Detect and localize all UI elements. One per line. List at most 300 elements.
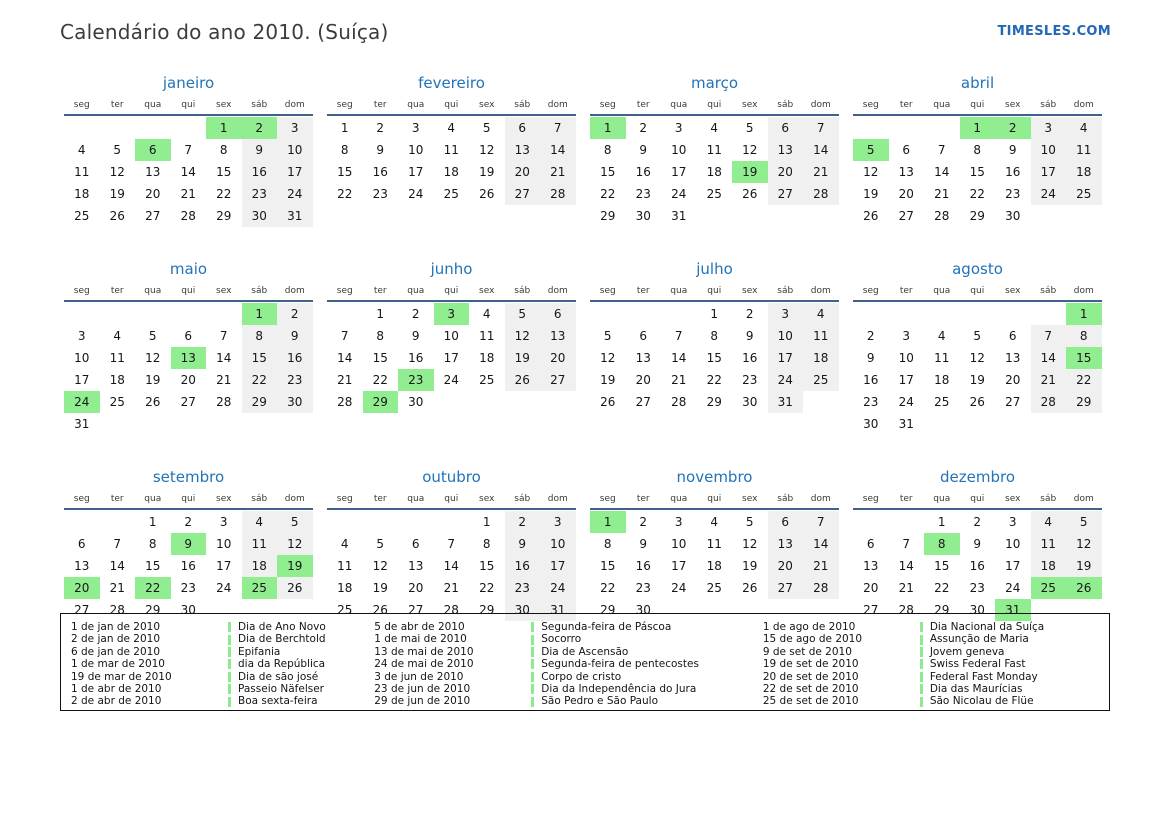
day-cell: 14 xyxy=(180,165,196,179)
day-cell: 7 xyxy=(340,329,349,343)
day-cell: 6 xyxy=(505,117,541,139)
day-cell: 10 xyxy=(540,533,576,555)
day-cell: 23 xyxy=(1005,187,1021,201)
day-cell: 10 xyxy=(1031,139,1067,161)
weekday-label: qui xyxy=(970,100,985,110)
day-cell: 3 xyxy=(1031,117,1067,139)
day-cell: 1 xyxy=(1066,303,1102,325)
day-cell: 23 xyxy=(505,577,541,599)
legend-holiday-name: São Pedro e São Paulo xyxy=(541,695,658,708)
weekday-label: qui xyxy=(181,100,196,110)
day-cell: 25 xyxy=(337,603,353,617)
weekday-label: ter xyxy=(373,286,387,296)
day-cell: 24 xyxy=(1005,581,1021,595)
day-cell: 3 xyxy=(540,511,576,533)
day-cell: 28 xyxy=(803,183,839,205)
day-cell: 25 xyxy=(242,577,278,599)
day-cell: 21 xyxy=(540,161,576,183)
day-cell: 3 xyxy=(434,303,470,325)
day-cell: 26 xyxy=(742,581,758,595)
legend-holiday-name: Dia de são josé xyxy=(238,670,319,683)
month-abril xyxy=(853,74,1102,227)
day-cell: 18 xyxy=(337,581,353,595)
day-cell: 6 xyxy=(411,537,420,551)
day-cell: 22 xyxy=(216,187,232,201)
day-cell: 12 xyxy=(969,351,985,365)
day-cell: 26 xyxy=(1066,577,1102,599)
day-cell: 13 xyxy=(171,347,207,369)
day-cell: 22 xyxy=(135,577,171,599)
month-header-rule xyxy=(853,114,1102,116)
day-cell: 29 xyxy=(242,391,278,413)
day-cell: 23 xyxy=(277,369,313,391)
day-cell: 11 xyxy=(706,537,722,551)
day-cell: 11 xyxy=(242,533,278,555)
day-cell: 12 xyxy=(600,351,616,365)
day-cell: 21 xyxy=(443,581,459,595)
day-cell: 29 xyxy=(600,603,616,617)
site-logo-link[interactable]: TIMESLES.COM xyxy=(997,24,1111,39)
day-cell: 12 xyxy=(372,559,388,573)
day-cell: 18 xyxy=(1066,161,1102,183)
holiday-marker-icon xyxy=(531,622,534,632)
month-header-rule xyxy=(590,114,839,116)
weekday-label: sex xyxy=(479,100,495,110)
empty-cell xyxy=(206,413,242,435)
day-cell: 19 xyxy=(600,373,616,387)
weekday-label: ter xyxy=(110,100,124,110)
day-cell: 22 xyxy=(600,187,616,201)
empty-cell xyxy=(171,117,207,139)
day-cell: 17 xyxy=(540,555,576,577)
day-cell: 10 xyxy=(671,143,687,157)
day-cell: 24 xyxy=(277,183,313,205)
legend-holiday-name: Swiss Federal Fast xyxy=(929,658,1026,671)
day-cell: 7 xyxy=(219,329,228,343)
day-cell: 2 xyxy=(995,117,1031,139)
day-cell: 23 xyxy=(242,183,278,205)
month-header-rule xyxy=(64,300,313,302)
day-cell: 20 xyxy=(635,373,651,387)
day-cell: 13 xyxy=(898,165,914,179)
day-cell: 30 xyxy=(635,603,651,617)
weekday-label: sex xyxy=(742,100,758,110)
legend-holiday-name: Dia da Independência do Jura xyxy=(541,682,697,695)
day-cell: 2 xyxy=(973,515,982,529)
month-day-grid xyxy=(327,100,576,205)
day-cell: 22 xyxy=(337,187,353,201)
weekday-label: qui xyxy=(444,494,459,504)
day-cell: 20 xyxy=(408,581,424,595)
day-cell: 15 xyxy=(600,165,616,179)
day-cell: 1 xyxy=(590,117,626,139)
empty-cell xyxy=(100,117,136,139)
day-cell: 26 xyxy=(742,187,758,201)
day-cell: 18 xyxy=(242,555,278,577)
legend-date: 19 de set de 2010 xyxy=(762,658,859,671)
day-cell: 9 xyxy=(505,533,541,555)
day-cell: 24 xyxy=(540,577,576,599)
empty-cell xyxy=(1066,205,1102,227)
day-cell: 17 xyxy=(216,559,232,573)
day-cell: 2 xyxy=(639,121,648,135)
day-cell: 27 xyxy=(863,603,879,617)
day-cell: 23 xyxy=(969,581,985,595)
day-cell: 29 xyxy=(969,209,985,223)
legend-holiday-name: Segunda-feira de pentecostes xyxy=(541,658,699,671)
day-cell: 12 xyxy=(505,325,541,347)
month-title: setembro xyxy=(152,468,225,486)
weekday-label: sex xyxy=(216,494,232,504)
day-cell: 15 xyxy=(969,165,985,179)
day-cell: 13 xyxy=(540,325,576,347)
empty-cell xyxy=(171,303,207,325)
legend-date: 15 de ago de 2010 xyxy=(762,633,863,646)
day-cell: 1 xyxy=(148,515,157,529)
empty-cell xyxy=(924,413,960,435)
day-cell: 3 xyxy=(77,329,86,343)
day-cell: 5 xyxy=(277,511,313,533)
day-cell: 2 xyxy=(866,329,875,343)
legend-holiday-name: Passeio Näfelser xyxy=(238,682,324,695)
day-cell: 3 xyxy=(674,515,683,529)
day-cell: 11 xyxy=(443,143,459,157)
day-cell: 16 xyxy=(372,165,388,179)
empty-cell xyxy=(995,303,1031,325)
day-cell: 24 xyxy=(671,187,687,201)
legend-holiday-name: Dia Nacional da Suíça xyxy=(929,621,1045,633)
month-header-rule xyxy=(590,508,839,510)
day-cell: 11 xyxy=(934,351,950,365)
day-cell: 14 xyxy=(898,559,914,573)
day-cell: 27 xyxy=(74,603,90,617)
day-cell: 1 xyxy=(710,307,719,321)
weekday-label: dom xyxy=(547,286,568,296)
day-cell: 8 xyxy=(340,143,349,157)
day-cell: 13 xyxy=(74,559,90,573)
weekday-label: seg xyxy=(862,100,879,110)
empty-cell xyxy=(768,205,804,227)
legend-entry xyxy=(920,695,1099,707)
day-cell: 26 xyxy=(505,369,541,391)
legend-column xyxy=(374,621,763,708)
month-março xyxy=(590,74,839,227)
weekday-label: qua xyxy=(144,286,162,296)
empty-cell xyxy=(540,391,576,413)
day-cell: 16 xyxy=(635,165,651,179)
weekday-label: ter xyxy=(636,100,650,110)
weekday-label: qua xyxy=(670,100,688,110)
day-cell: 21 xyxy=(216,373,232,387)
day-cell: 8 xyxy=(148,537,157,551)
weekday-label: ter xyxy=(636,286,650,296)
day-cell: 29 xyxy=(600,209,616,223)
month-header-rule xyxy=(327,508,576,510)
day-cell: 11 xyxy=(803,325,839,347)
weekday-label: dom xyxy=(810,494,831,504)
legend-date: 1 de ago de 2010 xyxy=(762,621,856,633)
legend-entry xyxy=(920,621,1099,633)
day-cell: 22 xyxy=(969,187,985,201)
day-cell: 11 xyxy=(479,329,495,343)
day-cell: 4 xyxy=(710,515,719,529)
month-fevereiro xyxy=(327,74,576,205)
day-cell: 12 xyxy=(479,143,495,157)
legend-date: 1 de mar de 2010 xyxy=(71,658,165,671)
month-title: agosto xyxy=(952,260,1003,278)
weekday-label: dom xyxy=(810,286,831,296)
empty-cell xyxy=(661,303,697,325)
day-cell: 31 xyxy=(277,205,313,227)
day-cell: 1 xyxy=(206,117,242,139)
day-cell: 3 xyxy=(674,121,683,135)
day-cell: 5 xyxy=(853,139,889,161)
day-cell: 4 xyxy=(447,121,456,135)
day-cell: 21 xyxy=(337,373,353,387)
day-cell: 17 xyxy=(898,373,914,387)
weekday-label: sáb xyxy=(777,286,794,296)
day-cell: 5 xyxy=(745,121,754,135)
month-janeiro xyxy=(64,74,313,227)
months-grid xyxy=(64,74,1111,621)
day-cell: 7 xyxy=(674,329,683,343)
day-cell: 18 xyxy=(443,165,459,179)
day-cell: 13 xyxy=(768,139,804,161)
day-cell: 27 xyxy=(898,209,914,223)
day-cell: 1 xyxy=(937,515,946,529)
day-cell: 17 xyxy=(671,559,687,573)
day-cell: 16 xyxy=(1005,165,1021,179)
month-title: abril xyxy=(960,74,995,92)
day-cell: 30 xyxy=(969,603,985,617)
weekday-label: sáb xyxy=(1040,494,1057,504)
day-cell: 24 xyxy=(768,369,804,391)
legend-date: 22 de set de 2010 xyxy=(762,682,859,695)
day-cell: 25 xyxy=(109,395,125,409)
day-cell: 18 xyxy=(934,373,950,387)
day-cell: 19 xyxy=(372,581,388,595)
legend-holiday-name: Assunção de Maria xyxy=(929,633,1029,646)
empty-cell xyxy=(960,413,996,435)
legend-date: 24 de mai de 2010 xyxy=(374,658,474,671)
day-cell: 15 xyxy=(145,559,161,573)
day-cell: 9 xyxy=(866,351,875,365)
day-cell: 14 xyxy=(803,139,839,161)
day-cell: 29 xyxy=(363,391,399,413)
holiday-marker-icon xyxy=(531,659,534,669)
legend-entry xyxy=(920,633,1099,645)
empty-cell xyxy=(853,117,889,139)
day-cell: 16 xyxy=(505,555,541,577)
legend-date: 3 de jun de 2010 xyxy=(374,670,464,683)
weekday-label: qua xyxy=(933,100,951,110)
empty-cell xyxy=(924,303,960,325)
day-cell: 16 xyxy=(863,373,879,387)
empty-cell xyxy=(469,391,505,413)
day-cell: 9 xyxy=(639,143,648,157)
month-header-rule xyxy=(327,300,576,302)
day-cell: 7 xyxy=(902,537,911,551)
day-cell: 19 xyxy=(505,347,541,369)
weekday-label: seg xyxy=(336,494,353,504)
month-title: julho xyxy=(696,260,733,278)
day-cell: 30 xyxy=(180,603,196,617)
month-title: outubro xyxy=(422,468,481,486)
month-day-grid xyxy=(853,286,1102,435)
month-dezembro xyxy=(853,468,1102,621)
day-cell: 17 xyxy=(408,165,424,179)
month-day-grid xyxy=(590,286,839,413)
day-cell: 9 xyxy=(376,143,385,157)
day-cell: 17 xyxy=(1031,161,1067,183)
day-cell: 12 xyxy=(109,165,125,179)
day-cell: 2 xyxy=(745,307,754,321)
empty-cell xyxy=(853,511,889,533)
month-day-grid xyxy=(590,100,839,227)
legend-holiday-name: Socorro xyxy=(541,633,582,646)
day-cell: 18 xyxy=(74,187,90,201)
holiday-marker-icon xyxy=(228,659,231,669)
day-cell: 8 xyxy=(710,329,719,343)
empty-cell xyxy=(853,303,889,325)
month-header-rule xyxy=(64,114,313,116)
day-cell: 20 xyxy=(898,187,914,201)
weekday-label: dom xyxy=(284,286,305,296)
day-cell: 15 xyxy=(372,351,388,365)
weekday-label: seg xyxy=(73,494,90,504)
legend-entry xyxy=(228,658,374,670)
month-header-rule xyxy=(64,508,313,510)
day-cell: 21 xyxy=(180,187,196,201)
empty-cell xyxy=(697,205,733,227)
month-setembro xyxy=(64,468,313,621)
day-cell: 30 xyxy=(408,395,424,409)
empty-cell xyxy=(995,413,1031,435)
day-cell: 6 xyxy=(77,537,86,551)
legend-holiday-name: Federal Fast Monday xyxy=(929,670,1038,683)
day-cell: 25 xyxy=(74,209,90,223)
weekday-label: dom xyxy=(284,494,305,504)
day-cell: 22 xyxy=(706,373,722,387)
day-cell: 27 xyxy=(540,369,576,391)
holiday-marker-icon xyxy=(531,635,534,645)
day-cell: 29 xyxy=(1066,391,1102,413)
month-outubro xyxy=(327,468,576,621)
day-cell: 14 xyxy=(803,533,839,555)
day-cell: 20 xyxy=(540,347,576,369)
day-cell: 16 xyxy=(408,351,424,365)
day-cell: 13 xyxy=(1005,351,1021,365)
day-cell: 15 xyxy=(216,165,232,179)
weekday-label: seg xyxy=(862,494,879,504)
day-cell: 15 xyxy=(706,351,722,365)
day-cell: 8 xyxy=(242,325,278,347)
day-cell: 24 xyxy=(408,187,424,201)
day-cell: 14 xyxy=(216,351,232,365)
day-cell: 17 xyxy=(768,347,804,369)
empty-cell xyxy=(327,303,363,325)
day-cell: 5 xyxy=(482,121,491,135)
day-cell: 3 xyxy=(411,121,420,135)
day-cell: 14 xyxy=(540,139,576,161)
day-cell: 12 xyxy=(145,351,161,365)
month-title: fevereiro xyxy=(418,74,485,92)
legend-date: 9 de set de 2010 xyxy=(762,645,852,658)
empty-cell xyxy=(626,303,662,325)
month-day-grid xyxy=(590,494,839,621)
day-cell: 28 xyxy=(180,209,196,223)
day-cell: 13 xyxy=(863,559,879,573)
page-title: Calendário do ano 2010. (Suíça) xyxy=(60,20,389,44)
legend-entry xyxy=(531,646,763,658)
empty-cell xyxy=(732,205,768,227)
day-cell: 19 xyxy=(277,555,313,577)
month-day-grid xyxy=(64,494,313,621)
weekday-label: dom xyxy=(547,100,568,110)
day-cell: 7 xyxy=(937,143,946,157)
day-cell: 26 xyxy=(969,395,985,409)
weekday-label: sex xyxy=(216,100,232,110)
weekday-label: sex xyxy=(479,494,495,504)
legend-holiday-name: Epifania xyxy=(238,645,281,658)
legend-entry xyxy=(920,671,1099,683)
legend-entry xyxy=(228,683,374,695)
day-cell: 10 xyxy=(898,351,914,365)
day-cell: 20 xyxy=(863,581,879,595)
legend-holiday-name: Dia das Maurícias xyxy=(929,682,1023,695)
day-cell: 24 xyxy=(1031,183,1067,205)
holiday-marker-icon xyxy=(228,684,231,694)
day-cell: 26 xyxy=(109,209,125,223)
day-cell: 1 xyxy=(590,511,626,533)
weekday-label: seg xyxy=(599,494,616,504)
weekday-label: sáb xyxy=(777,494,794,504)
day-cell: 2 xyxy=(277,303,313,325)
empty-cell xyxy=(100,303,136,325)
day-cell: 25 xyxy=(803,369,839,391)
holiday-marker-icon xyxy=(531,697,534,707)
weekday-label: qua xyxy=(670,286,688,296)
weekday-label: qui xyxy=(444,100,459,110)
day-cell: 20 xyxy=(180,373,196,387)
day-cell: 13 xyxy=(505,139,541,161)
day-cell: 8 xyxy=(219,143,228,157)
legend-entry xyxy=(531,695,763,707)
empty-cell xyxy=(803,205,839,227)
day-cell: 10 xyxy=(768,325,804,347)
legend-entry xyxy=(228,695,374,707)
month-header-rule xyxy=(853,508,1102,510)
day-cell: 22 xyxy=(600,581,616,595)
day-cell: 19 xyxy=(109,187,125,201)
day-cell: 20 xyxy=(768,161,804,183)
day-cell: 2 xyxy=(505,511,541,533)
month-title: dezembro xyxy=(940,468,1015,486)
day-cell: 6 xyxy=(902,143,911,157)
day-cell: 7 xyxy=(803,117,839,139)
weekday-label: dom xyxy=(1073,494,1094,504)
legend-entry xyxy=(228,621,374,633)
day-cell: 2 xyxy=(411,307,420,321)
day-cell: 20 xyxy=(505,161,541,183)
empty-cell xyxy=(171,413,207,435)
day-cell: 5 xyxy=(1066,511,1102,533)
day-cell: 14 xyxy=(934,165,950,179)
empty-cell xyxy=(434,391,470,413)
day-cell: 22 xyxy=(1066,369,1102,391)
day-cell: 13 xyxy=(635,351,651,365)
legend-holiday-name: São Nicolau de Flüe xyxy=(929,695,1034,708)
